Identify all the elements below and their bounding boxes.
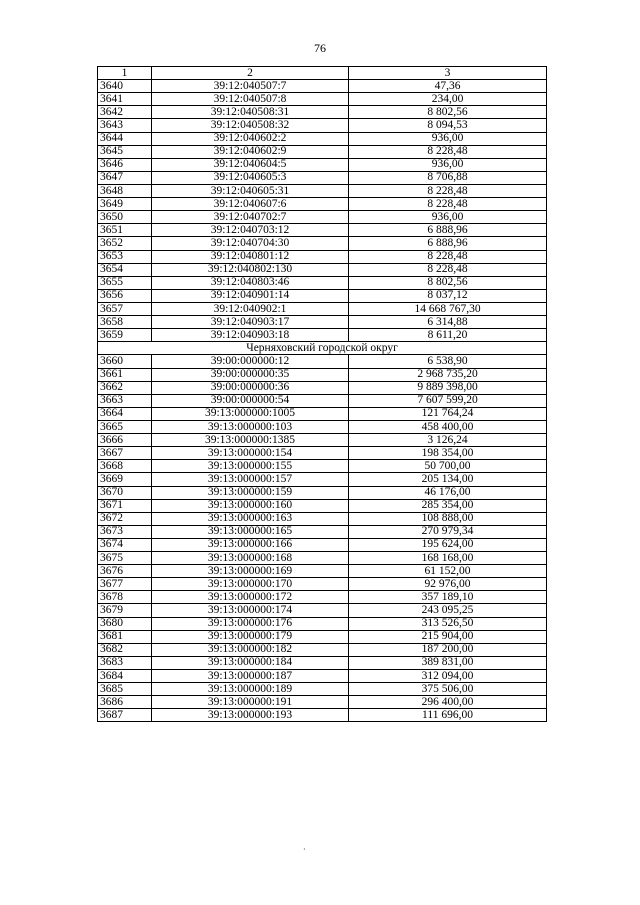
cadastral-number: 39:13:000000:1005 <box>152 407 349 420</box>
table-row <box>98 224 547 237</box>
row-number: 3677 <box>98 578 152 591</box>
row-number: 3674 <box>98 538 152 551</box>
cadastral-number: 39:12:040607:6 <box>152 198 349 211</box>
section-header <box>98 342 547 355</box>
row-number: 3669 <box>98 473 152 486</box>
row-value: 8 037,12 <box>349 289 547 302</box>
table-row <box>98 302 547 315</box>
cadastral-number: 39:00:000000:12 <box>152 355 349 368</box>
table-row <box>98 512 547 525</box>
row-number: 3675 <box>98 552 152 565</box>
table-row <box>98 434 547 447</box>
row-number: 3655 <box>98 276 152 289</box>
row-number: 3680 <box>98 617 152 630</box>
row-value: 8 094,53 <box>349 119 547 132</box>
table-row <box>98 132 547 145</box>
table-row <box>98 670 547 683</box>
table-row <box>98 460 547 473</box>
table-row <box>98 263 547 276</box>
cadastral-number: 39:12:040903:18 <box>152 329 349 342</box>
table-row <box>98 394 547 407</box>
row-value: 357 189,10 <box>349 591 547 604</box>
row-value: 243 095,25 <box>349 604 547 617</box>
row-number: 3644 <box>98 132 152 145</box>
row-value: 312 094,00 <box>349 670 547 683</box>
cadastral-number: 39:12:040902:1 <box>152 302 349 315</box>
table-row <box>98 591 547 604</box>
row-value: 46 176,00 <box>349 486 547 499</box>
row-value: 9 889 398,00 <box>349 381 547 394</box>
row-number: 3663 <box>98 394 152 407</box>
row-number: 3671 <box>98 499 152 512</box>
row-value: 285 354,00 <box>349 499 547 512</box>
section-row <box>98 342 547 355</box>
row-number: 3654 <box>98 263 152 276</box>
row-number: 3645 <box>98 145 152 158</box>
row-number: 3648 <box>98 184 152 197</box>
table-row <box>98 381 547 394</box>
row-number: 3646 <box>98 158 152 171</box>
row-value: 8 706,88 <box>349 171 547 184</box>
cadastral-number: 39:13:000000:155 <box>152 460 349 473</box>
cadastral-number: 39:13:000000:170 <box>152 578 349 591</box>
table-row <box>98 289 547 302</box>
row-value: 6 538,90 <box>349 355 547 368</box>
cadastral-number: 39:13:000000:172 <box>152 591 349 604</box>
row-value: 270 979,34 <box>349 525 547 538</box>
cadastral-number: 39:13:000000:103 <box>152 420 349 433</box>
row-value: 111 696,00 <box>349 709 547 722</box>
row-number: 3653 <box>98 250 152 263</box>
table-row <box>98 578 547 591</box>
table-header <box>98 67 547 80</box>
table-row <box>98 237 547 250</box>
cadastral-number: 39:12:040605:31 <box>152 184 349 197</box>
row-value: 6 888,96 <box>349 237 547 250</box>
row-value: 6 888,96 <box>349 224 547 237</box>
table-row <box>98 145 547 158</box>
row-number: 3667 <box>98 447 152 460</box>
cadastral-number: 39:12:040602:9 <box>152 145 349 158</box>
table-row <box>98 250 547 263</box>
table-row <box>98 617 547 630</box>
cadastral-number: 39:13:000000:159 <box>152 486 349 499</box>
row-number: 3673 <box>98 525 152 538</box>
row-value: 50 700,00 <box>349 460 547 473</box>
table-row <box>98 656 547 669</box>
row-value: 234,00 <box>349 93 547 106</box>
cadastral-number: 39:12:040801:12 <box>152 250 349 263</box>
table-row <box>98 171 547 184</box>
cadastral-number: 39:13:000000:169 <box>152 565 349 578</box>
row-number: 3652 <box>98 237 152 250</box>
row-number: 3683 <box>98 656 152 669</box>
cadastral-number: 39:13:000000:1385 <box>152 434 349 447</box>
row-number: 3682 <box>98 643 152 656</box>
row-value: 215 904,00 <box>349 630 547 643</box>
cadastral-number: 39:12:040605:3 <box>152 171 349 184</box>
cadastral-number: 39:13:000000:154 <box>152 447 349 460</box>
cadastral-number: 39:13:000000:168 <box>152 552 349 565</box>
cadastral-number: 39:12:040704:30 <box>152 237 349 250</box>
table-row <box>98 158 547 171</box>
cadastral-number: 39:13:000000:189 <box>152 683 349 696</box>
page-number: 76 <box>314 41 326 55</box>
row-number: 3656 <box>98 289 152 302</box>
table-row <box>98 696 547 709</box>
table-row <box>98 80 547 93</box>
cadastral-number: 39:13:000000:193 <box>152 709 349 722</box>
cadastral-number: 39:13:000000:165 <box>152 525 349 538</box>
table-row <box>98 198 547 211</box>
table-row <box>98 486 547 499</box>
table-row <box>98 525 547 538</box>
row-value: 8 802,56 <box>349 106 547 119</box>
row-number: 3681 <box>98 630 152 643</box>
row-number: 3643 <box>98 119 152 132</box>
row-value: 8 228,48 <box>349 250 547 263</box>
registry-table <box>97 66 547 722</box>
row-value: 47,36 <box>349 80 547 93</box>
row-value: 313 526,50 <box>349 617 547 630</box>
cadastral-number: 39:13:000000:174 <box>152 604 349 617</box>
row-value: 14 668 767,30 <box>349 302 547 315</box>
cadastral-number: 39:13:000000:182 <box>152 643 349 656</box>
cadastral-number: 39:13:000000:166 <box>152 538 349 551</box>
table-row <box>98 473 547 486</box>
row-value: 8 228,48 <box>349 263 547 276</box>
column-header-1: 1 <box>98 67 152 80</box>
cadastral-number: 39:12:040901:14 <box>152 289 349 302</box>
row-number: 3641 <box>98 93 152 106</box>
row-number: 3650 <box>98 211 152 224</box>
table-row <box>98 316 547 329</box>
table-row <box>98 683 547 696</box>
row-value: 92 976,00 <box>349 578 547 591</box>
row-value: 375 506,00 <box>349 683 547 696</box>
table-row <box>98 565 547 578</box>
row-number: 3672 <box>98 512 152 525</box>
header-row <box>98 67 547 80</box>
row-value: 195 624,00 <box>349 538 547 551</box>
row-value: 8 802,56 <box>349 276 547 289</box>
table-row <box>98 538 547 551</box>
cadastral-number: 39:13:000000:160 <box>152 499 349 512</box>
table-row <box>98 552 547 565</box>
table-body-second <box>98 355 547 722</box>
row-value: 936,00 <box>349 211 547 224</box>
row-value: 198 354,00 <box>349 447 547 460</box>
cadastral-number: 39:12:040803:46 <box>152 276 349 289</box>
table-row <box>98 355 547 368</box>
cadastral-number: 39:12:040903:17 <box>152 316 349 329</box>
row-number: 3662 <box>98 381 152 394</box>
row-number: 3679 <box>98 604 152 617</box>
cadastral-number: 39:13:000000:187 <box>152 670 349 683</box>
cadastral-number: 39:12:040507:8 <box>152 93 349 106</box>
row-value: 205 134,00 <box>349 473 547 486</box>
row-number: 3640 <box>98 80 152 93</box>
cadastral-number: 39:00:000000:36 <box>152 381 349 394</box>
row-number: 3660 <box>98 355 152 368</box>
row-value: 8 228,48 <box>349 145 547 158</box>
row-number: 3658 <box>98 316 152 329</box>
table-row <box>98 499 547 512</box>
row-number: 3661 <box>98 368 152 381</box>
row-value: 2 968 735,20 <box>349 368 547 381</box>
table-row <box>98 447 547 460</box>
row-number: 3664 <box>98 407 152 420</box>
row-number: 3649 <box>98 198 152 211</box>
cadastral-number: 39:13:000000:179 <box>152 630 349 643</box>
row-value: 187 200,00 <box>349 643 547 656</box>
table-row <box>98 329 547 342</box>
cadastral-number: 39:12:040604:5 <box>152 158 349 171</box>
table-row <box>98 368 547 381</box>
row-value: 8 228,48 <box>349 184 547 197</box>
row-number: 3676 <box>98 565 152 578</box>
table-row <box>98 276 547 289</box>
cadastral-number: 39:13:000000:176 <box>152 617 349 630</box>
row-value: 168 168,00 <box>349 552 547 565</box>
row-value: 3 126,24 <box>349 434 547 447</box>
row-value: 108 888,00 <box>349 512 547 525</box>
column-header-3: 3 <box>349 67 547 80</box>
row-number: 3647 <box>98 171 152 184</box>
row-number: 3657 <box>98 302 152 315</box>
cadastral-number: 39:12:040703:12 <box>152 224 349 237</box>
table-row <box>98 119 547 132</box>
row-number: 3678 <box>98 591 152 604</box>
cadastral-number: 39:13:000000:184 <box>152 656 349 669</box>
table-row <box>98 643 547 656</box>
cadastral-number: 39:00:000000:54 <box>152 394 349 407</box>
row-number: 3685 <box>98 683 152 696</box>
table-row <box>98 630 547 643</box>
cadastral-number: 39:12:040602:2 <box>152 132 349 145</box>
table-row <box>98 93 547 106</box>
cadastral-number: 39:12:040508:32 <box>152 119 349 132</box>
row-number: 3659 <box>98 329 152 342</box>
row-value: 936,00 <box>349 158 547 171</box>
footer-mark: · <box>303 845 306 854</box>
row-number: 3686 <box>98 696 152 709</box>
row-number: 3684 <box>98 670 152 683</box>
column-header-2: 2 <box>152 67 349 80</box>
cadastral-number: 39:12:040702:7 <box>152 211 349 224</box>
cadastral-number: 39:12:040507:7 <box>152 80 349 93</box>
row-value: 936,00 <box>349 132 547 145</box>
table-row <box>98 106 547 119</box>
row-number: 3668 <box>98 460 152 473</box>
row-value: 458 400,00 <box>349 420 547 433</box>
row-value: 8 611,20 <box>349 329 547 342</box>
cadastral-number: 39:12:040508:31 <box>152 106 349 119</box>
cadastral-number: 39:13:000000:191 <box>152 696 349 709</box>
row-value: 8 228,48 <box>349 198 547 211</box>
row-value: 61 152,00 <box>349 565 547 578</box>
table-body-first <box>98 80 547 342</box>
table-row <box>98 407 547 420</box>
row-number: 3665 <box>98 420 152 433</box>
cadastral-number: 39:00:000000:35 <box>152 368 349 381</box>
row-value: 6 314,88 <box>349 316 547 329</box>
row-number: 3687 <box>98 709 152 722</box>
row-value: 296 400,00 <box>349 696 547 709</box>
table-row <box>98 604 547 617</box>
row-value: 121 764,24 <box>349 407 547 420</box>
table-row <box>98 184 547 197</box>
row-value: 389 831,00 <box>349 656 547 669</box>
row-value: 7 607 599,20 <box>349 394 547 407</box>
table-row <box>98 420 547 433</box>
row-number: 3670 <box>98 486 152 499</box>
section-title: Черняховский городской округ <box>98 342 547 355</box>
row-number: 3642 <box>98 106 152 119</box>
cadastral-number: 39:13:000000:163 <box>152 512 349 525</box>
row-number: 3651 <box>98 224 152 237</box>
row-number: 3666 <box>98 434 152 447</box>
cadastral-number: 39:13:000000:157 <box>152 473 349 486</box>
table-row <box>98 211 547 224</box>
cadastral-number: 39:12:040802:130 <box>152 263 349 276</box>
table-row <box>98 709 547 722</box>
